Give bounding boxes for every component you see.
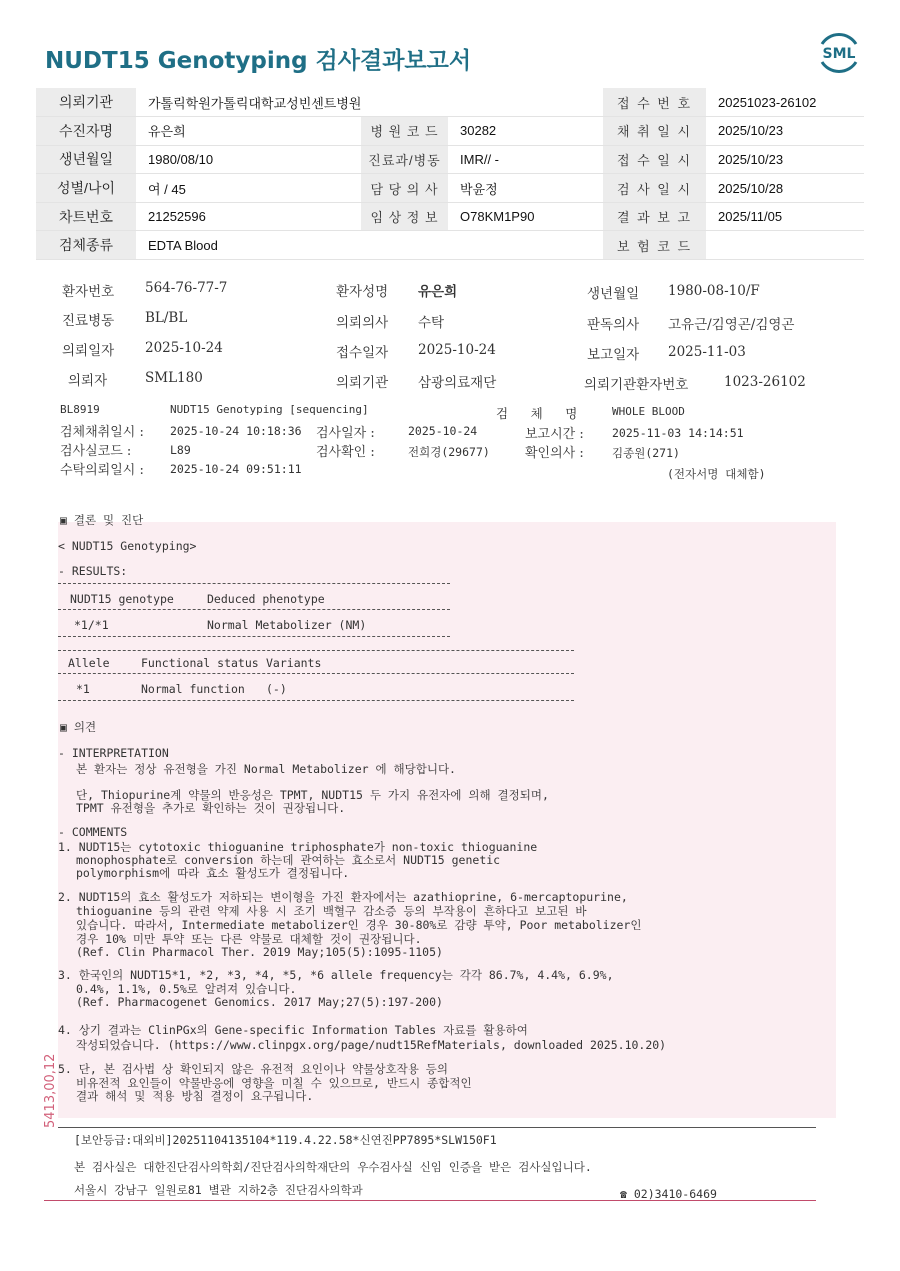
- info-label: 의뢰기관: [36, 88, 136, 117]
- functional-status-header: Functional status: [141, 656, 259, 670]
- info-label: 담 당 의 사: [361, 174, 448, 203]
- results-label: - RESULTS:: [58, 564, 128, 578]
- ward: BL/BL: [145, 310, 188, 326]
- dob-label: 생년월일: [587, 286, 640, 302]
- test-name: NUDT15 Genotyping [sequencing]: [170, 403, 369, 416]
- name-label: 환자성명: [336, 284, 389, 300]
- comment-5-line-3: 결과 해석 및 적용 방침 결정이 요구됩니다.: [76, 1089, 314, 1103]
- comment-3-line-2: 0.4%, 1.1%, 0.5%로 알려져 있습니다.: [76, 982, 297, 996]
- outsource: 2025-10-24 09:51:11: [170, 462, 302, 476]
- divider: [58, 609, 450, 610]
- info-label: 결 과 보 고: [603, 202, 706, 231]
- test-date: 2025-10-24: [408, 424, 478, 438]
- specimen-label: 검 체 명: [496, 406, 578, 421]
- report-date: 2025-11-03: [668, 344, 746, 360]
- info-label: 차트번호: [36, 202, 136, 231]
- reg-no-label: 환자번호: [62, 284, 115, 300]
- info-value: 2025/10/23: [706, 117, 864, 146]
- footer-rule: [58, 1127, 816, 1128]
- security-line: [보안등급:대외비]20251104135104*119.4.22.58*신연진PP7895*SLW150F1: [74, 1133, 497, 1147]
- variants-header: Variants: [266, 656, 322, 670]
- outsource-label: 수탁의뢰일시 :: [60, 463, 144, 478]
- phenotype-value: Normal Metabolizer (NM): [207, 618, 367, 632]
- req-date: 2025-10-24: [145, 340, 223, 356]
- interp-line-2: 단, Thiopurine계 약물의 반응성은 TPMT, NUDT15 두 가지 유전자에 의해 결정되며,: [76, 788, 549, 802]
- req-date-label: 의뢰일자: [62, 343, 115, 359]
- info-value: 여 / 45: [136, 174, 361, 203]
- comment-4-line-2: 작성되었습니다. (https://www.clinpgx.org/page/nudt15RefMaterials, downloaded 2025.10.20): [76, 1038, 667, 1052]
- info-value: 2025/11/05: [706, 202, 864, 231]
- info-value: 21252596: [136, 202, 361, 231]
- info-value: IMR// -: [448, 145, 603, 174]
- comment-4-line-1: 4. 상기 결과는 ClinPGx의 Gene-specific Information Tables 자료를 활용하여: [58, 1023, 528, 1037]
- info-label: 진료과/병동: [361, 145, 448, 174]
- inst-label: 의뢰기관: [336, 375, 389, 391]
- info-row: [36, 145, 864, 174]
- opinion-heading: ▣ 의견: [60, 720, 97, 734]
- report-time: 2025-11-03 14:14:51: [612, 426, 744, 440]
- info-label: 수진자명: [36, 117, 136, 146]
- inst-pt: 1023-26102: [724, 374, 806, 390]
- info-label: 성별/나이: [36, 174, 136, 203]
- lab-code: L89: [170, 443, 191, 457]
- collect: 2025-10-24 10:18:36: [170, 424, 302, 438]
- dob: 1980-08-10/F: [668, 283, 760, 299]
- logo-text: SML: [822, 46, 856, 62]
- variants-value: (-): [266, 682, 287, 696]
- doctor-label: 의뢰의사: [336, 315, 389, 331]
- conclusion-heading: ▣ 결론 및 진단: [60, 513, 144, 527]
- info-value: 박윤정: [448, 174, 603, 203]
- side-number-text: 5413,00,12: [43, 1053, 58, 1128]
- info-value: 2025/10/28: [706, 174, 864, 203]
- confirm-label: 검사확인 :: [316, 445, 375, 460]
- comment-3-line-3: (Ref. Pharmacogenet Genomics. 2017 May;27(5):197-200): [76, 995, 443, 1009]
- side-serial-number: [30, 1020, 66, 1130]
- functional-status-value: Normal function: [141, 682, 245, 696]
- report-title: NUDT15 Genotyping 검사결과보고서: [45, 48, 472, 74]
- info-value: EDTA Blood: [136, 231, 603, 260]
- reg-no: 564-76-77-7: [145, 280, 228, 296]
- divider: [58, 650, 574, 651]
- info-row: [36, 174, 864, 203]
- sml-logo: [816, 30, 862, 76]
- address-line: 서울시 강남구 일원로81 별관 지하2층 진단검사의학과: [74, 1183, 363, 1197]
- info-value: 2025/10/23: [706, 145, 864, 174]
- reader: 고유근/김영곤/김영곤: [668, 317, 795, 333]
- comment-5-line-2: 비유전적 요인들이 약물반응에 영향을 미칠 수 있으므로, 반드시 종합적인: [76, 1076, 472, 1090]
- info-label: 채 취 일 시: [603, 117, 706, 146]
- recv-date-label: 접수일자: [336, 345, 389, 361]
- col-genotype: NUDT15 genotype: [70, 592, 174, 606]
- requester-label: 의뢰자: [68, 373, 108, 389]
- divider: [58, 700, 574, 701]
- lab-code-label: 검사실코드 :: [60, 444, 132, 459]
- comment-1-line-2: monophosphate로 conversion 하는데 관여하는 효소로서 NUDT15 genetic: [76, 853, 501, 867]
- col-phenotype: Deduced phenotype: [207, 592, 325, 606]
- info-row: [36, 88, 864, 117]
- info-value: O78KM1P90: [448, 202, 603, 231]
- doctor: 수탁: [418, 315, 445, 331]
- info-label: 접 수 번 호: [603, 88, 706, 117]
- confirm-doc-label: 확인의사 :: [525, 446, 584, 461]
- signature-note: (전자서명 대체함): [667, 467, 766, 481]
- ward-label: 진료병동: [62, 313, 115, 329]
- info-table: [36, 88, 864, 260]
- comment-2-line-1: 2. NUDT15의 효소 활성도가 저하되는 변이형을 가진 환자에서는 azathioprine, 6-mercaptopurine,: [58, 890, 628, 904]
- info-value: [706, 231, 864, 260]
- info-row: [36, 231, 864, 260]
- comment-2-line-5: (Ref. Clin Pharmacol Ther. 2019 May;105(5):1095-1105): [76, 945, 443, 959]
- comment-1-line-3: polymorphism에 따라 효소 활성도가 결정됩니다.: [76, 866, 350, 880]
- info-label: 검체종류: [36, 231, 136, 260]
- footer-rule-pink: [44, 1200, 816, 1201]
- genotype-value: *1/*1: [74, 618, 109, 632]
- patient-name: 유은희: [418, 284, 458, 300]
- test-code: BL8919: [60, 403, 100, 416]
- comments-label: - COMMENTS: [58, 825, 128, 839]
- allele-header: Allele: [68, 656, 110, 670]
- info-label: 검 사 일 시: [603, 174, 706, 203]
- info-row: [36, 202, 864, 231]
- test-date-label: 검사일자 :: [316, 426, 375, 441]
- comment-2-line-2: thioguanine 등의 관련 약제 사용 시 조기 백혈구 감소증 등의 부작용이 흔하다고 보고된 바: [76, 904, 587, 918]
- info-label: 접 수 일 시: [603, 145, 706, 174]
- collect-label: 검체채취일시 :: [60, 425, 144, 440]
- info-label: 생년월일: [36, 145, 136, 174]
- divider: [58, 673, 574, 674]
- confirm-doc: 김종원(271): [612, 446, 680, 460]
- inst-pt-label: 의뢰기관환자번호: [584, 377, 689, 393]
- info-label: 임 상 정 보: [361, 202, 448, 231]
- reader-label: 판독의사: [587, 317, 640, 333]
- info-value: 1980/08/10: [136, 145, 361, 174]
- divider: [58, 583, 450, 584]
- report-date-label: 보고일자: [587, 347, 640, 363]
- test-tag: < NUDT15 Genotyping>: [58, 539, 197, 553]
- specimen: WHOLE BLOOD: [612, 405, 685, 418]
- comment-3-line-1: 3. 한국인의 NUDT15*1, *2, *3, *4, *5, *6 allele frequency는 각각 86.7%, 4.4%, 6.9%,: [58, 968, 614, 982]
- info-value: 유은희: [136, 117, 361, 146]
- inst: 삼광의료재단: [418, 375, 497, 391]
- info-value: 30282: [448, 117, 603, 146]
- info-value: 20251023-26102: [706, 88, 864, 117]
- interpretation-label: - INTERPRETATION: [58, 746, 169, 760]
- info-label: 보 험 코 드: [603, 231, 706, 260]
- interp-line-3: TPMT 유전형을 추가로 확인하는 것이 권장됩니다.: [76, 801, 346, 815]
- confirm: 전희경(29677): [408, 445, 490, 459]
- info-row: [36, 117, 864, 146]
- recv-date: 2025-10-24: [418, 342, 496, 358]
- certification-line: 본 검사실은 대한진단검사의학회/진단검사의학재단의 우수검사실 신임 인증을 받은 검사실입니다.: [74, 1160, 592, 1174]
- phone-line: ☎ 02)3410-6469: [620, 1187, 717, 1201]
- comment-5-line-1: 5. 단, 본 검사법 상 확인되지 않은 유전적 요인이나 약물상호작용 등의: [58, 1062, 448, 1076]
- requester: SML180: [145, 370, 203, 386]
- allele-value: *1: [76, 682, 90, 696]
- report-time-label: 보고시간 :: [525, 427, 584, 442]
- interp-line-1: 본 환자는 정상 유전형을 가진 Normal Metabolizer 에 해당합니다.: [76, 762, 456, 776]
- comment-1-line-1: 1. NUDT15는 cytotoxic thioguanine triphosphate가 non-toxic thioguanine: [58, 840, 538, 854]
- info-label: 병 원 코 드: [361, 117, 448, 146]
- divider: [58, 636, 450, 637]
- comment-2-line-4: 경우 10% 미만 투약 또는 다른 약물로 대체할 것이 권장됩니다.: [76, 932, 422, 946]
- info-value: 가톨릭학원가톨릭대학교성빈센트병원: [136, 88, 603, 117]
- comment-2-line-3: 있습니다. 따라서, Intermediate metabolizer인 경우 30-80%로 감량 투약, Poor metabolizer인: [76, 918, 642, 932]
